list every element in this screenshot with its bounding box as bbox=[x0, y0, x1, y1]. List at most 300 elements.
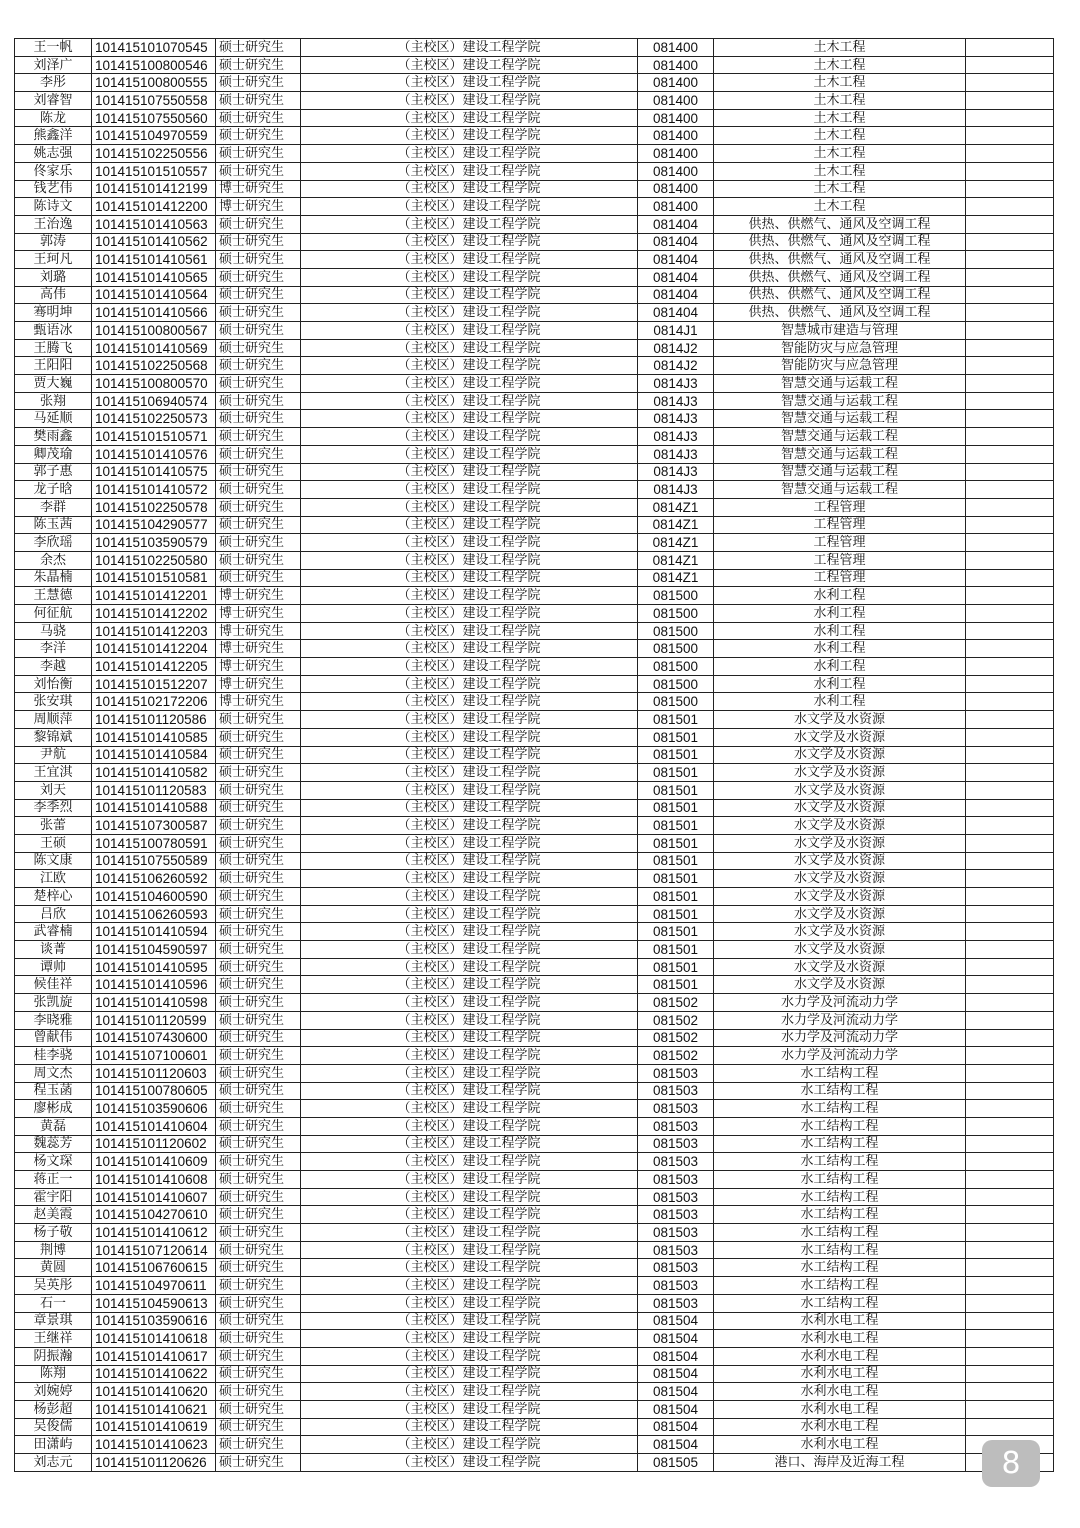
major-code-cell: 081501 bbox=[638, 888, 714, 906]
degree-level-cell: 硕士研究生 bbox=[216, 392, 301, 410]
department-cell: （主校区）建设工程学院 bbox=[301, 1418, 638, 1436]
major-name-cell: 水力学及河流动力学 bbox=[714, 1011, 966, 1029]
student-name-cell: 廖彬成 bbox=[15, 1100, 92, 1118]
degree-level-cell: 硕士研究生 bbox=[216, 127, 301, 145]
note-cell bbox=[966, 516, 1054, 534]
department-cell: （主校区）建设工程学院 bbox=[301, 1277, 638, 1295]
table-body bbox=[15, 39, 1054, 1472]
major-name-cell: 水工结构工程 bbox=[714, 1082, 966, 1100]
degree-level-cell: 硕士研究生 bbox=[216, 1117, 301, 1135]
note-cell bbox=[966, 1224, 1054, 1242]
admission-list-table bbox=[14, 38, 1054, 1472]
table-row bbox=[15, 622, 1054, 640]
major-name-cell: 水利水电工程 bbox=[714, 1312, 966, 1330]
note-cell bbox=[966, 463, 1054, 481]
department-cell: （主校区）建设工程学院 bbox=[301, 1153, 638, 1171]
department-cell: （主校区）建设工程学院 bbox=[301, 764, 638, 782]
exam-id-cell: 101415101410618 bbox=[92, 1330, 216, 1348]
table-row bbox=[15, 180, 1054, 198]
major-code-cell: 081502 bbox=[638, 1011, 714, 1029]
exam-id-cell: 101415101070545 bbox=[92, 39, 216, 57]
degree-level-cell: 硕士研究生 bbox=[216, 1224, 301, 1242]
table-row bbox=[15, 286, 1054, 304]
student-name-cell: 余杰 bbox=[15, 551, 92, 569]
student-name-cell: 王治逸 bbox=[15, 215, 92, 233]
note-cell bbox=[966, 1347, 1054, 1365]
major-code-cell: 081501 bbox=[638, 799, 714, 817]
table-row bbox=[15, 728, 1054, 746]
student-name-cell: 王硕 bbox=[15, 834, 92, 852]
major-name-cell: 水文学及水资源 bbox=[714, 905, 966, 923]
degree-level-cell: 硕士研究生 bbox=[216, 1064, 301, 1082]
major-name-cell: 智能防灾与应急管理 bbox=[714, 357, 966, 375]
student-name-cell: 候佳祥 bbox=[15, 976, 92, 994]
degree-level-cell: 硕士研究生 bbox=[216, 1241, 301, 1259]
exam-id-cell: 101415107550589 bbox=[92, 852, 216, 870]
major-name-cell: 土木工程 bbox=[714, 74, 966, 92]
table-row bbox=[15, 498, 1054, 516]
note-cell bbox=[966, 109, 1054, 127]
major-code-cell: 081400 bbox=[638, 180, 714, 198]
major-name-cell: 水力学及河流动力学 bbox=[714, 994, 966, 1012]
major-code-cell: 081400 bbox=[638, 109, 714, 127]
exam-id-cell: 101415101410562 bbox=[92, 233, 216, 251]
exam-id-cell: 101415100780591 bbox=[92, 834, 216, 852]
department-cell: （主校区）建设工程学院 bbox=[301, 251, 638, 269]
note-cell bbox=[966, 1312, 1054, 1330]
department-cell: （主校区）建设工程学院 bbox=[301, 534, 638, 552]
table-row bbox=[15, 1400, 1054, 1418]
degree-level-cell: 硕士研究生 bbox=[216, 498, 301, 516]
degree-level-cell: 硕士研究生 bbox=[216, 145, 301, 163]
student-name-cell: 吕欣 bbox=[15, 905, 92, 923]
student-name-cell: 李晓雅 bbox=[15, 1011, 92, 1029]
major-name-cell: 水工结构工程 bbox=[714, 1206, 966, 1224]
exam-id-cell: 101415101410617 bbox=[92, 1347, 216, 1365]
major-name-cell: 水利工程 bbox=[714, 658, 966, 676]
student-name-cell: 刘婉婷 bbox=[15, 1383, 92, 1401]
student-name-cell: 王腾飞 bbox=[15, 339, 92, 357]
exam-id-cell: 101415102250578 bbox=[92, 498, 216, 516]
table-row bbox=[15, 1117, 1054, 1135]
note-cell bbox=[966, 1294, 1054, 1312]
major-name-cell: 水文学及水资源 bbox=[714, 764, 966, 782]
exam-id-cell: 101415103590616 bbox=[92, 1312, 216, 1330]
major-code-cell: 081503 bbox=[638, 1259, 714, 1277]
department-cell: （主校区）建设工程学院 bbox=[301, 551, 638, 569]
exam-id-cell: 101415101412202 bbox=[92, 605, 216, 623]
table-row bbox=[15, 1100, 1054, 1118]
student-name-cell: 李彤 bbox=[15, 74, 92, 92]
department-cell: （主校区）建设工程学院 bbox=[301, 268, 638, 286]
major-code-cell: 0814Z1 bbox=[638, 534, 714, 552]
table-row bbox=[15, 1082, 1054, 1100]
student-name-cell: 谈菁 bbox=[15, 941, 92, 959]
table-row bbox=[15, 1454, 1054, 1472]
department-cell: （主校区）建设工程学院 bbox=[301, 410, 638, 428]
note-cell bbox=[966, 1330, 1054, 1348]
exam-id-cell: 101415106260592 bbox=[92, 870, 216, 888]
major-name-cell: 工程管理 bbox=[714, 569, 966, 587]
exam-id-cell: 101415107430600 bbox=[92, 1029, 216, 1047]
note-cell bbox=[966, 1153, 1054, 1171]
department-cell: （主校区）建设工程学院 bbox=[301, 888, 638, 906]
degree-level-cell: 硕士研究生 bbox=[216, 905, 301, 923]
department-cell: （主校区）建设工程学院 bbox=[301, 322, 638, 340]
major-name-cell: 水工结构工程 bbox=[714, 1153, 966, 1171]
degree-level-cell: 硕士研究生 bbox=[216, 39, 301, 57]
exam-id-cell: 101415101412201 bbox=[92, 587, 216, 605]
exam-id-cell: 101415101410596 bbox=[92, 976, 216, 994]
major-name-cell: 水工结构工程 bbox=[714, 1224, 966, 1242]
major-name-cell: 水利水电工程 bbox=[714, 1330, 966, 1348]
department-cell: （主校区）建设工程学院 bbox=[301, 481, 638, 499]
department-cell: （主校区）建设工程学院 bbox=[301, 357, 638, 375]
degree-level-cell: 硕士研究生 bbox=[216, 781, 301, 799]
table-row bbox=[15, 817, 1054, 835]
student-name-cell: 李洋 bbox=[15, 640, 92, 658]
table-row bbox=[15, 233, 1054, 251]
degree-level-cell: 硕士研究生 bbox=[216, 410, 301, 428]
exam-id-cell: 101415104590613 bbox=[92, 1294, 216, 1312]
department-cell: （主校区）建设工程学院 bbox=[301, 1436, 638, 1454]
degree-level-cell: 硕士研究生 bbox=[216, 445, 301, 463]
exam-id-cell: 101415101412199 bbox=[92, 180, 216, 198]
exam-id-cell: 101415106760615 bbox=[92, 1259, 216, 1277]
exam-id-cell: 101415101410582 bbox=[92, 764, 216, 782]
department-cell: （主校区）建设工程学院 bbox=[301, 994, 638, 1012]
major-code-cell: 081500 bbox=[638, 693, 714, 711]
major-name-cell: 水文学及水资源 bbox=[714, 888, 966, 906]
note-cell bbox=[966, 1117, 1054, 1135]
note-cell bbox=[966, 1383, 1054, 1401]
note-cell bbox=[966, 268, 1054, 286]
exam-id-cell: 101415101120599 bbox=[92, 1011, 216, 1029]
degree-level-cell: 硕士研究生 bbox=[216, 1365, 301, 1383]
student-name-cell: 龙子晗 bbox=[15, 481, 92, 499]
degree-level-cell: 硕士研究生 bbox=[216, 1330, 301, 1348]
exam-id-cell: 101415101120626 bbox=[92, 1454, 216, 1472]
major-code-cell: 081503 bbox=[638, 1277, 714, 1295]
exam-id-cell: 101415104970611 bbox=[92, 1277, 216, 1295]
degree-level-cell: 硕士研究生 bbox=[216, 428, 301, 446]
major-code-cell: 081501 bbox=[638, 923, 714, 941]
major-name-cell: 水文学及水资源 bbox=[714, 923, 966, 941]
student-name-cell: 谭帅 bbox=[15, 958, 92, 976]
exam-id-cell: 101415101120583 bbox=[92, 781, 216, 799]
major-code-cell: 0814J3 bbox=[638, 445, 714, 463]
degree-level-cell: 博士研究生 bbox=[216, 198, 301, 216]
major-name-cell: 供热、供燃气、通风及空调工程 bbox=[714, 215, 966, 233]
degree-level-cell: 硕士研究生 bbox=[216, 304, 301, 322]
department-cell: （主校区）建设工程学院 bbox=[301, 145, 638, 163]
department-cell: （主校区）建设工程学院 bbox=[301, 1029, 638, 1047]
major-name-cell: 工程管理 bbox=[714, 551, 966, 569]
major-name-cell: 水利水电工程 bbox=[714, 1418, 966, 1436]
major-code-cell: 081404 bbox=[638, 233, 714, 251]
major-name-cell: 供热、供燃气、通风及空调工程 bbox=[714, 268, 966, 286]
table-row bbox=[15, 1206, 1054, 1224]
table-row bbox=[15, 109, 1054, 127]
major-name-cell: 水文学及水资源 bbox=[714, 746, 966, 764]
table-row bbox=[15, 428, 1054, 446]
exam-id-cell: 101415107300587 bbox=[92, 817, 216, 835]
note-cell bbox=[966, 180, 1054, 198]
department-cell: （主校区）建设工程学院 bbox=[301, 1064, 638, 1082]
department-cell: （主校区）建设工程学院 bbox=[301, 445, 638, 463]
degree-level-cell: 硕士研究生 bbox=[216, 1436, 301, 1454]
table-row bbox=[15, 268, 1054, 286]
student-name-cell: 刘睿智 bbox=[15, 92, 92, 110]
major-code-cell: 081504 bbox=[638, 1418, 714, 1436]
department-cell: （主校区）建设工程学院 bbox=[301, 1259, 638, 1277]
major-code-cell: 081503 bbox=[638, 1100, 714, 1118]
major-code-cell: 081501 bbox=[638, 905, 714, 923]
major-name-cell: 水文学及水资源 bbox=[714, 781, 966, 799]
department-cell: （主校区）建设工程学院 bbox=[301, 1294, 638, 1312]
exam-id-cell: 101415101412203 bbox=[92, 622, 216, 640]
major-code-cell: 081503 bbox=[638, 1241, 714, 1259]
note-cell bbox=[966, 410, 1054, 428]
degree-level-cell: 硕士研究生 bbox=[216, 339, 301, 357]
major-code-cell: 081502 bbox=[638, 1029, 714, 1047]
table-row bbox=[15, 1365, 1054, 1383]
student-name-cell: 刘天 bbox=[15, 781, 92, 799]
major-name-cell: 水文学及水资源 bbox=[714, 958, 966, 976]
department-cell: （主校区）建设工程学院 bbox=[301, 1241, 638, 1259]
table-row bbox=[15, 162, 1054, 180]
exam-id-cell: 101415107550560 bbox=[92, 109, 216, 127]
exam-id-cell: 101415101412205 bbox=[92, 658, 216, 676]
major-code-cell: 081400 bbox=[638, 39, 714, 57]
major-code-cell: 081501 bbox=[638, 817, 714, 835]
exam-id-cell: 101415101410561 bbox=[92, 251, 216, 269]
table-row bbox=[15, 304, 1054, 322]
department-cell: （主校区）建设工程学院 bbox=[301, 728, 638, 746]
major-name-cell: 水工结构工程 bbox=[714, 1294, 966, 1312]
department-cell: （主校区）建设工程学院 bbox=[301, 781, 638, 799]
table-row bbox=[15, 392, 1054, 410]
table-row bbox=[15, 357, 1054, 375]
major-name-cell: 供热、供燃气、通风及空调工程 bbox=[714, 251, 966, 269]
table-row bbox=[15, 587, 1054, 605]
major-name-cell: 水利工程 bbox=[714, 587, 966, 605]
major-name-cell: 水工结构工程 bbox=[714, 1100, 966, 1118]
student-name-cell: 姚志强 bbox=[15, 145, 92, 163]
table-row bbox=[15, 1418, 1054, 1436]
exam-id-cell: 101415101410622 bbox=[92, 1365, 216, 1383]
major-name-cell: 土木工程 bbox=[714, 39, 966, 57]
table-row bbox=[15, 1294, 1054, 1312]
major-name-cell: 水文学及水资源 bbox=[714, 799, 966, 817]
major-code-cell: 081404 bbox=[638, 215, 714, 233]
student-name-cell: 王一帆 bbox=[15, 39, 92, 57]
note-cell bbox=[966, 728, 1054, 746]
department-cell: （主校区）建设工程学院 bbox=[301, 622, 638, 640]
major-code-cell: 081501 bbox=[638, 834, 714, 852]
major-name-cell: 水利水电工程 bbox=[714, 1365, 966, 1383]
department-cell: （主校区）建设工程学院 bbox=[301, 162, 638, 180]
exam-id-cell: 101415101410563 bbox=[92, 215, 216, 233]
major-code-cell: 081400 bbox=[638, 145, 714, 163]
table-row bbox=[15, 1259, 1054, 1277]
exam-id-cell: 101415101410575 bbox=[92, 463, 216, 481]
degree-level-cell: 博士研究生 bbox=[216, 658, 301, 676]
degree-level-cell: 硕士研究生 bbox=[216, 162, 301, 180]
major-code-cell: 0814J2 bbox=[638, 357, 714, 375]
major-name-cell: 水利水电工程 bbox=[714, 1400, 966, 1418]
student-name-cell: 钱艺伟 bbox=[15, 180, 92, 198]
table-row bbox=[15, 1312, 1054, 1330]
student-name-cell: 熊鑫洋 bbox=[15, 127, 92, 145]
degree-level-cell: 硕士研究生 bbox=[216, 1171, 301, 1189]
note-cell bbox=[966, 162, 1054, 180]
department-cell: （主校区）建设工程学院 bbox=[301, 958, 638, 976]
degree-level-cell: 硕士研究生 bbox=[216, 817, 301, 835]
table-row bbox=[15, 339, 1054, 357]
note-cell bbox=[966, 92, 1054, 110]
major-code-cell: 081503 bbox=[638, 1064, 714, 1082]
major-name-cell: 智慧城市建造与管理 bbox=[714, 322, 966, 340]
note-cell bbox=[966, 56, 1054, 74]
degree-level-cell: 硕士研究生 bbox=[216, 994, 301, 1012]
note-cell bbox=[966, 852, 1054, 870]
student-name-cell: 贾大巍 bbox=[15, 375, 92, 393]
major-name-cell: 智慧交通与运载工程 bbox=[714, 428, 966, 446]
degree-level-cell: 硕士研究生 bbox=[216, 1011, 301, 1029]
table-row bbox=[15, 1330, 1054, 1348]
major-name-cell: 水工结构工程 bbox=[714, 1241, 966, 1259]
major-name-cell: 智慧交通与运载工程 bbox=[714, 481, 966, 499]
student-name-cell: 马骁 bbox=[15, 622, 92, 640]
table-row bbox=[15, 445, 1054, 463]
note-cell bbox=[966, 941, 1054, 959]
major-code-cell: 081503 bbox=[638, 1206, 714, 1224]
student-name-cell: 李越 bbox=[15, 658, 92, 676]
note-cell bbox=[966, 605, 1054, 623]
note-cell bbox=[966, 1029, 1054, 1047]
major-name-cell: 水文学及水资源 bbox=[714, 976, 966, 994]
student-name-cell: 陈玉茜 bbox=[15, 516, 92, 534]
major-code-cell: 081500 bbox=[638, 587, 714, 605]
note-cell bbox=[966, 233, 1054, 251]
department-cell: （主校区）建设工程学院 bbox=[301, 74, 638, 92]
major-name-cell: 港口、海岸及近海工程 bbox=[714, 1454, 966, 1472]
major-code-cell: 0814J3 bbox=[638, 481, 714, 499]
exam-id-cell: 101415104290577 bbox=[92, 516, 216, 534]
student-name-cell: 李群 bbox=[15, 498, 92, 516]
table-row bbox=[15, 463, 1054, 481]
degree-level-cell: 硕士研究生 bbox=[216, 1206, 301, 1224]
exam-id-cell: 101415107120614 bbox=[92, 1241, 216, 1259]
exam-id-cell: 101415102250580 bbox=[92, 551, 216, 569]
major-name-cell: 水利水电工程 bbox=[714, 1383, 966, 1401]
department-cell: （主校区）建设工程学院 bbox=[301, 799, 638, 817]
note-cell bbox=[966, 569, 1054, 587]
exam-id-cell: 101415101410588 bbox=[92, 799, 216, 817]
department-cell: （主校区）建设工程学院 bbox=[301, 976, 638, 994]
major-code-cell: 081504 bbox=[638, 1312, 714, 1330]
major-name-cell: 水工结构工程 bbox=[714, 1277, 966, 1295]
major-name-cell: 水工结构工程 bbox=[714, 1171, 966, 1189]
degree-level-cell: 硕士研究生 bbox=[216, 852, 301, 870]
note-cell bbox=[966, 1064, 1054, 1082]
degree-level-cell: 硕士研究生 bbox=[216, 941, 301, 959]
degree-level-cell: 硕士研究生 bbox=[216, 251, 301, 269]
degree-level-cell: 硕士研究生 bbox=[216, 1082, 301, 1100]
exam-id-cell: 101415101410608 bbox=[92, 1171, 216, 1189]
major-name-cell: 水利工程 bbox=[714, 693, 966, 711]
student-name-cell: 佟家乐 bbox=[15, 162, 92, 180]
exam-id-cell: 101415104970559 bbox=[92, 127, 216, 145]
major-code-cell: 0814J3 bbox=[638, 410, 714, 428]
table-row bbox=[15, 976, 1054, 994]
note-cell bbox=[966, 286, 1054, 304]
table-row bbox=[15, 958, 1054, 976]
note-cell bbox=[966, 587, 1054, 605]
major-code-cell: 081503 bbox=[638, 1117, 714, 1135]
major-code-cell: 0814J3 bbox=[638, 375, 714, 393]
degree-level-cell: 硕士研究生 bbox=[216, 551, 301, 569]
major-code-cell: 0814Z1 bbox=[638, 551, 714, 569]
major-code-cell: 081503 bbox=[638, 1294, 714, 1312]
major-name-cell: 智慧交通与运载工程 bbox=[714, 463, 966, 481]
student-name-cell: 吴英彤 bbox=[15, 1277, 92, 1295]
major-name-cell: 工程管理 bbox=[714, 516, 966, 534]
student-name-cell: 张安琪 bbox=[15, 693, 92, 711]
department-cell: （主校区）建设工程学院 bbox=[301, 180, 638, 198]
table-row bbox=[15, 834, 1054, 852]
table-row bbox=[15, 888, 1054, 906]
student-name-cell: 王阳阳 bbox=[15, 357, 92, 375]
note-cell bbox=[966, 198, 1054, 216]
exam-id-cell: 101415101410595 bbox=[92, 958, 216, 976]
student-name-cell: 朱晶楠 bbox=[15, 569, 92, 587]
major-code-cell: 081400 bbox=[638, 92, 714, 110]
degree-level-cell: 硕士研究生 bbox=[216, 888, 301, 906]
major-code-cell: 081504 bbox=[638, 1436, 714, 1454]
major-code-cell: 081504 bbox=[638, 1400, 714, 1418]
degree-level-cell: 博士研究生 bbox=[216, 622, 301, 640]
major-code-cell: 081501 bbox=[638, 764, 714, 782]
major-code-cell: 0814Z1 bbox=[638, 569, 714, 587]
table-row bbox=[15, 781, 1054, 799]
table-row bbox=[15, 675, 1054, 693]
table-row bbox=[15, 322, 1054, 340]
major-name-cell: 智慧交通与运载工程 bbox=[714, 410, 966, 428]
note-cell bbox=[966, 658, 1054, 676]
department-cell: （主校区）建设工程学院 bbox=[301, 39, 638, 57]
note-cell bbox=[966, 746, 1054, 764]
degree-level-cell: 硕士研究生 bbox=[216, 233, 301, 251]
exam-id-cell: 101415101410584 bbox=[92, 746, 216, 764]
major-name-cell: 智慧交通与运载工程 bbox=[714, 392, 966, 410]
student-name-cell: 曾献伟 bbox=[15, 1029, 92, 1047]
major-code-cell: 081501 bbox=[638, 958, 714, 976]
student-name-cell: 刘志元 bbox=[15, 1454, 92, 1472]
degree-level-cell: 硕士研究生 bbox=[216, 764, 301, 782]
degree-level-cell: 硕士研究生 bbox=[216, 834, 301, 852]
major-code-cell: 0814J3 bbox=[638, 463, 714, 481]
note-cell bbox=[966, 1259, 1054, 1277]
exam-id-cell: 101415103590606 bbox=[92, 1100, 216, 1118]
student-name-cell: 王继祥 bbox=[15, 1330, 92, 1348]
department-cell: （主校区）建设工程学院 bbox=[301, 286, 638, 304]
table-row bbox=[15, 905, 1054, 923]
note-cell bbox=[966, 322, 1054, 340]
department-cell: （主校区）建设工程学院 bbox=[301, 746, 638, 764]
exam-id-cell: 101415102250573 bbox=[92, 410, 216, 428]
